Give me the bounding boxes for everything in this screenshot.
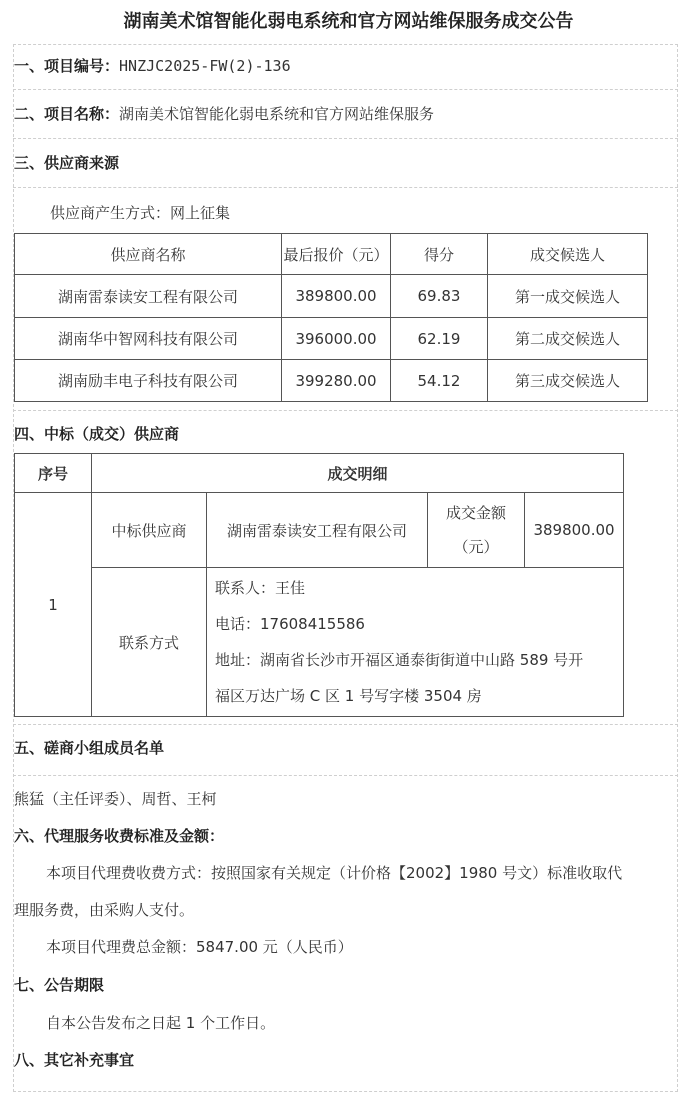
contact-label: 联系方式 [92, 568, 207, 717]
contact-details [207, 568, 624, 717]
contact-phone: 电话：17608415586 [215, 615, 365, 633]
contact-address: 地址：湖南省长沙市开福区通泰街街道中山路 589 号开 [215, 651, 584, 669]
contact-person: 联系人：王佳 [215, 579, 306, 597]
project-number: HNZJC2025-FW(2)-136 [119, 57, 291, 75]
section-agency-fee: 六、代理服务收费标准及金额： [14, 827, 225, 845]
notice-period-text: 自本公告发布之日起 1 个工作日。 [46, 1014, 276, 1032]
supplier-label: 中标供应商 [92, 493, 207, 568]
supplier-method: 供应商产生方式：网上征集 [50, 204, 231, 222]
divider [13, 410, 678, 411]
score: 54.12 [391, 360, 488, 402]
project-name: 湖南美术馆智能化弱电系统和官方网站维保服务 [119, 105, 435, 123]
contact-address: 福区万达广场 C 区 1 号写字楼 3504 房 [215, 687, 482, 705]
divider [13, 724, 678, 725]
table-row [15, 275, 648, 318]
section-notice-period: 七、公告期限 [14, 976, 105, 994]
section-supplier-source: 三、供应商来源 [14, 154, 120, 172]
table-row [15, 568, 624, 717]
candidate-table [14, 233, 648, 402]
fee-method-cont: 理服务费，由采购人支付。 [14, 901, 195, 919]
supplier-name: 湖南华中智网科技有限公司 [15, 318, 282, 360]
supplier-name: 湖南雷泰读安工程有限公司 [15, 275, 282, 318]
table-header-row [15, 234, 648, 275]
price: 389800.00 [282, 275, 391, 318]
table-row [15, 360, 648, 402]
supplier-name: 湖南励丰电子科技有限公司 [15, 360, 282, 402]
section-label: 一、项目编号： [14, 57, 120, 75]
candidate-rank: 第三成交候选人 [488, 360, 648, 402]
price: 399280.00 [282, 360, 391, 402]
winner-table [14, 453, 624, 717]
fee-method: 本项目代理费收费方式：按照国家有关规定（计价格【2002】1980 号文）标准收取代 [46, 864, 623, 882]
table-row [15, 493, 624, 568]
divider [13, 89, 678, 90]
fee-total: 本项目代理费总金额：5847.00 元（人民币） [46, 938, 353, 956]
section-winning-supplier: 四、中标（成交）供应商 [14, 425, 180, 443]
column-header: 成交候选人 [488, 234, 648, 275]
section-panel-members: 五、磋商小组成员名单 [14, 739, 165, 757]
divider [13, 138, 678, 139]
section-other-matters: 八、其它补充事宜 [14, 1051, 135, 1069]
divider [13, 775, 678, 776]
amount-label-line: （元） [453, 538, 499, 556]
divider [13, 187, 678, 188]
column-header: 最后报价（元） [282, 234, 391, 275]
row-number: 1 [15, 493, 92, 717]
section-project-name [14, 104, 434, 124]
column-header: 供应商名称 [15, 234, 282, 275]
panel-members: 熊猛（主任评委）、周哲、王柯 [14, 790, 217, 808]
amount-label-line: 成交金额 [445, 504, 506, 522]
column-header: 序号 [15, 454, 92, 493]
section-project-number [14, 56, 291, 76]
column-header: 成交明细 [92, 454, 624, 493]
column-header: 得分 [391, 234, 488, 275]
candidate-rank: 第二成交候选人 [488, 318, 648, 360]
winning-supplier-name: 湖南雷泰读安工程有限公司 [207, 493, 428, 568]
price: 396000.00 [282, 318, 391, 360]
page-title: 湖南美术馆智能化弱电系统和官方网站维保服务成交公告 [123, 11, 574, 32]
score: 62.19 [391, 318, 488, 360]
amount-label [428, 493, 525, 568]
table-row [15, 318, 648, 360]
section-label: 二、项目名称： [14, 105, 120, 123]
winning-amount: 389800.00 [525, 493, 624, 568]
table-header-row [15, 454, 624, 493]
score: 69.83 [391, 275, 488, 318]
candidate-rank: 第一成交候选人 [488, 275, 648, 318]
